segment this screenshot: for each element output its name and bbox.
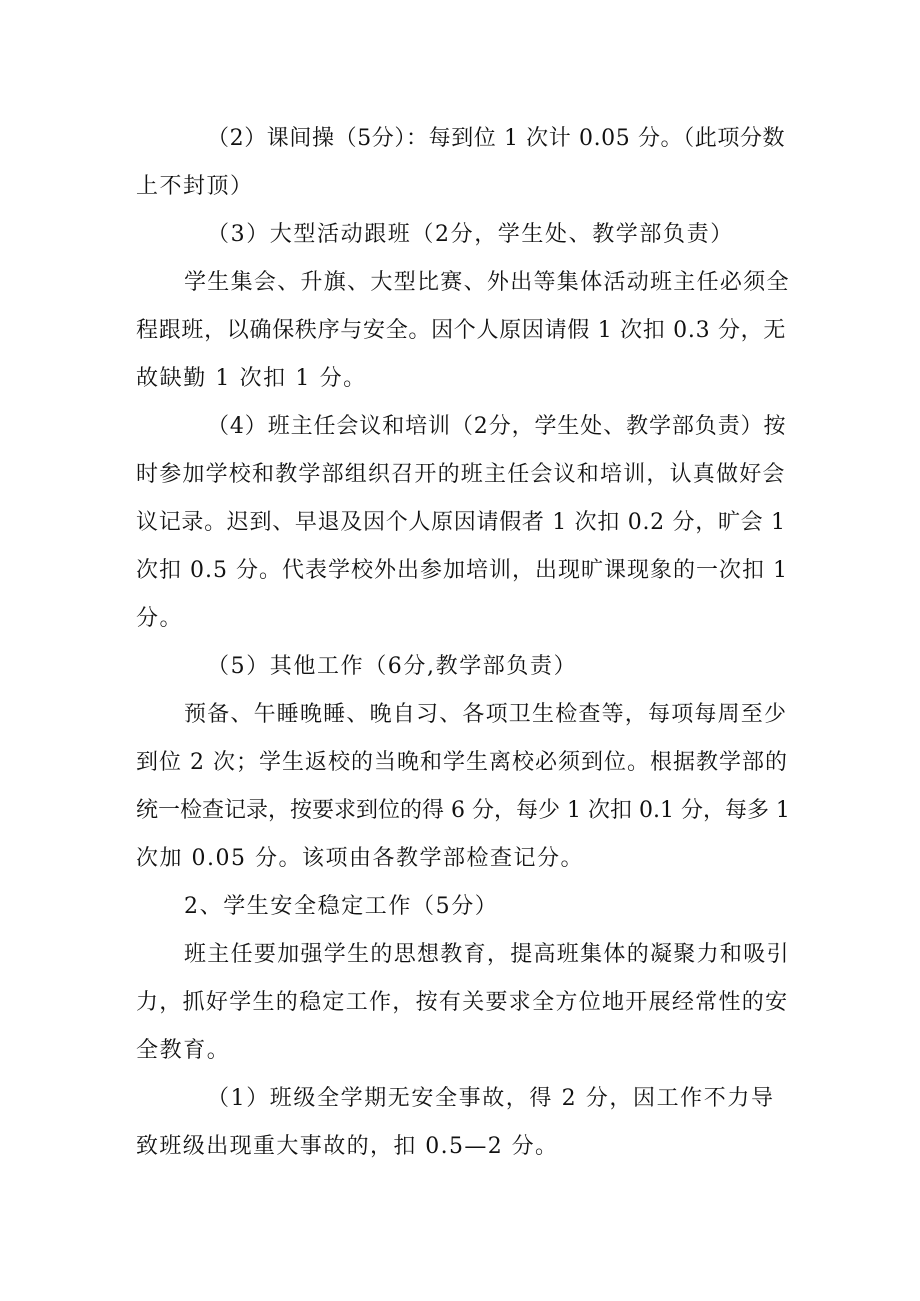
item-3-body-line-1: 学生集会、升旗、大型比赛、外出等集体活动班主任必须全: [184, 270, 790, 295]
item-4-line-4: 次扣 0.5 分。代表学校外出参加培训，出现旷课现象的一次扣 1: [136, 558, 788, 583]
section-2-body-line-1: 班主任要加强学生的思想教育，提高班集体的凝聚力和吸引: [184, 942, 790, 967]
item-5-body-line-3: 统一检查记录，按要求到位的得 6 分，每少 1 次扣 0.1 分，每多 1: [136, 798, 790, 823]
section-2-body-line-3: 全教育。: [136, 1038, 231, 1063]
item-3-heading: （3）大型活动跟班（2分，学生处、教学部负责）: [207, 222, 734, 247]
item-5-body-line-2: 到位 2 次；学生返校的当晚和学生离校必须到位。根据教学部的: [136, 750, 788, 775]
item-5-body-line-4: 次加 0.05 分。该项由各教学部检查记分。: [136, 846, 584, 871]
item-4-line-3: 议记录。迟到、早退及因个人原因请假者 1 次扣 0.2 分，旷会 1: [136, 510, 786, 535]
item-5-heading: （5）其他工作（6分,教学部负责）: [207, 654, 578, 679]
section-2-item-1-line-2: 致班级出现重大事故的，扣 0.5—2 分。: [136, 1134, 559, 1159]
item-5-body-line-1: 预备、午睡晚睡、晚自习、各项卫生检查等，每项每周至少: [184, 702, 788, 727]
section-2-body-line-2: 力，抓好学生的稳定工作，按有关要求全方位地开展经常性的安: [136, 990, 789, 1015]
item-3-body-line-2: 程跟班，以确保秩序与安全。因个人原因请假 1 次扣 0.3 分，无: [136, 318, 787, 343]
section-2-item-1-line-1: （1）班级全学期无安全事故，得 2 分，因工作不力导: [207, 1086, 775, 1111]
item-2-line-1: （2）课间操（5分）：每到位 1 次计 0.05 分。（此项分数: [207, 126, 786, 151]
item-4-line-1: （4）班主任会议和培训（2分，学生处、教学部负责）按: [207, 414, 787, 439]
item-4-line-2: 时参加学校和教学部组织召开的班主任会议和培训，认真做好会: [136, 462, 786, 487]
item-4-line-5: 分。: [136, 606, 184, 631]
item-2-line-2: 上不封顶）: [136, 174, 254, 199]
item-3-body-line-3: 故缺勤 1 次扣 1 分。: [136, 366, 367, 391]
section-2-heading: 2、学生安全稳定工作（5分）: [184, 894, 499, 919]
